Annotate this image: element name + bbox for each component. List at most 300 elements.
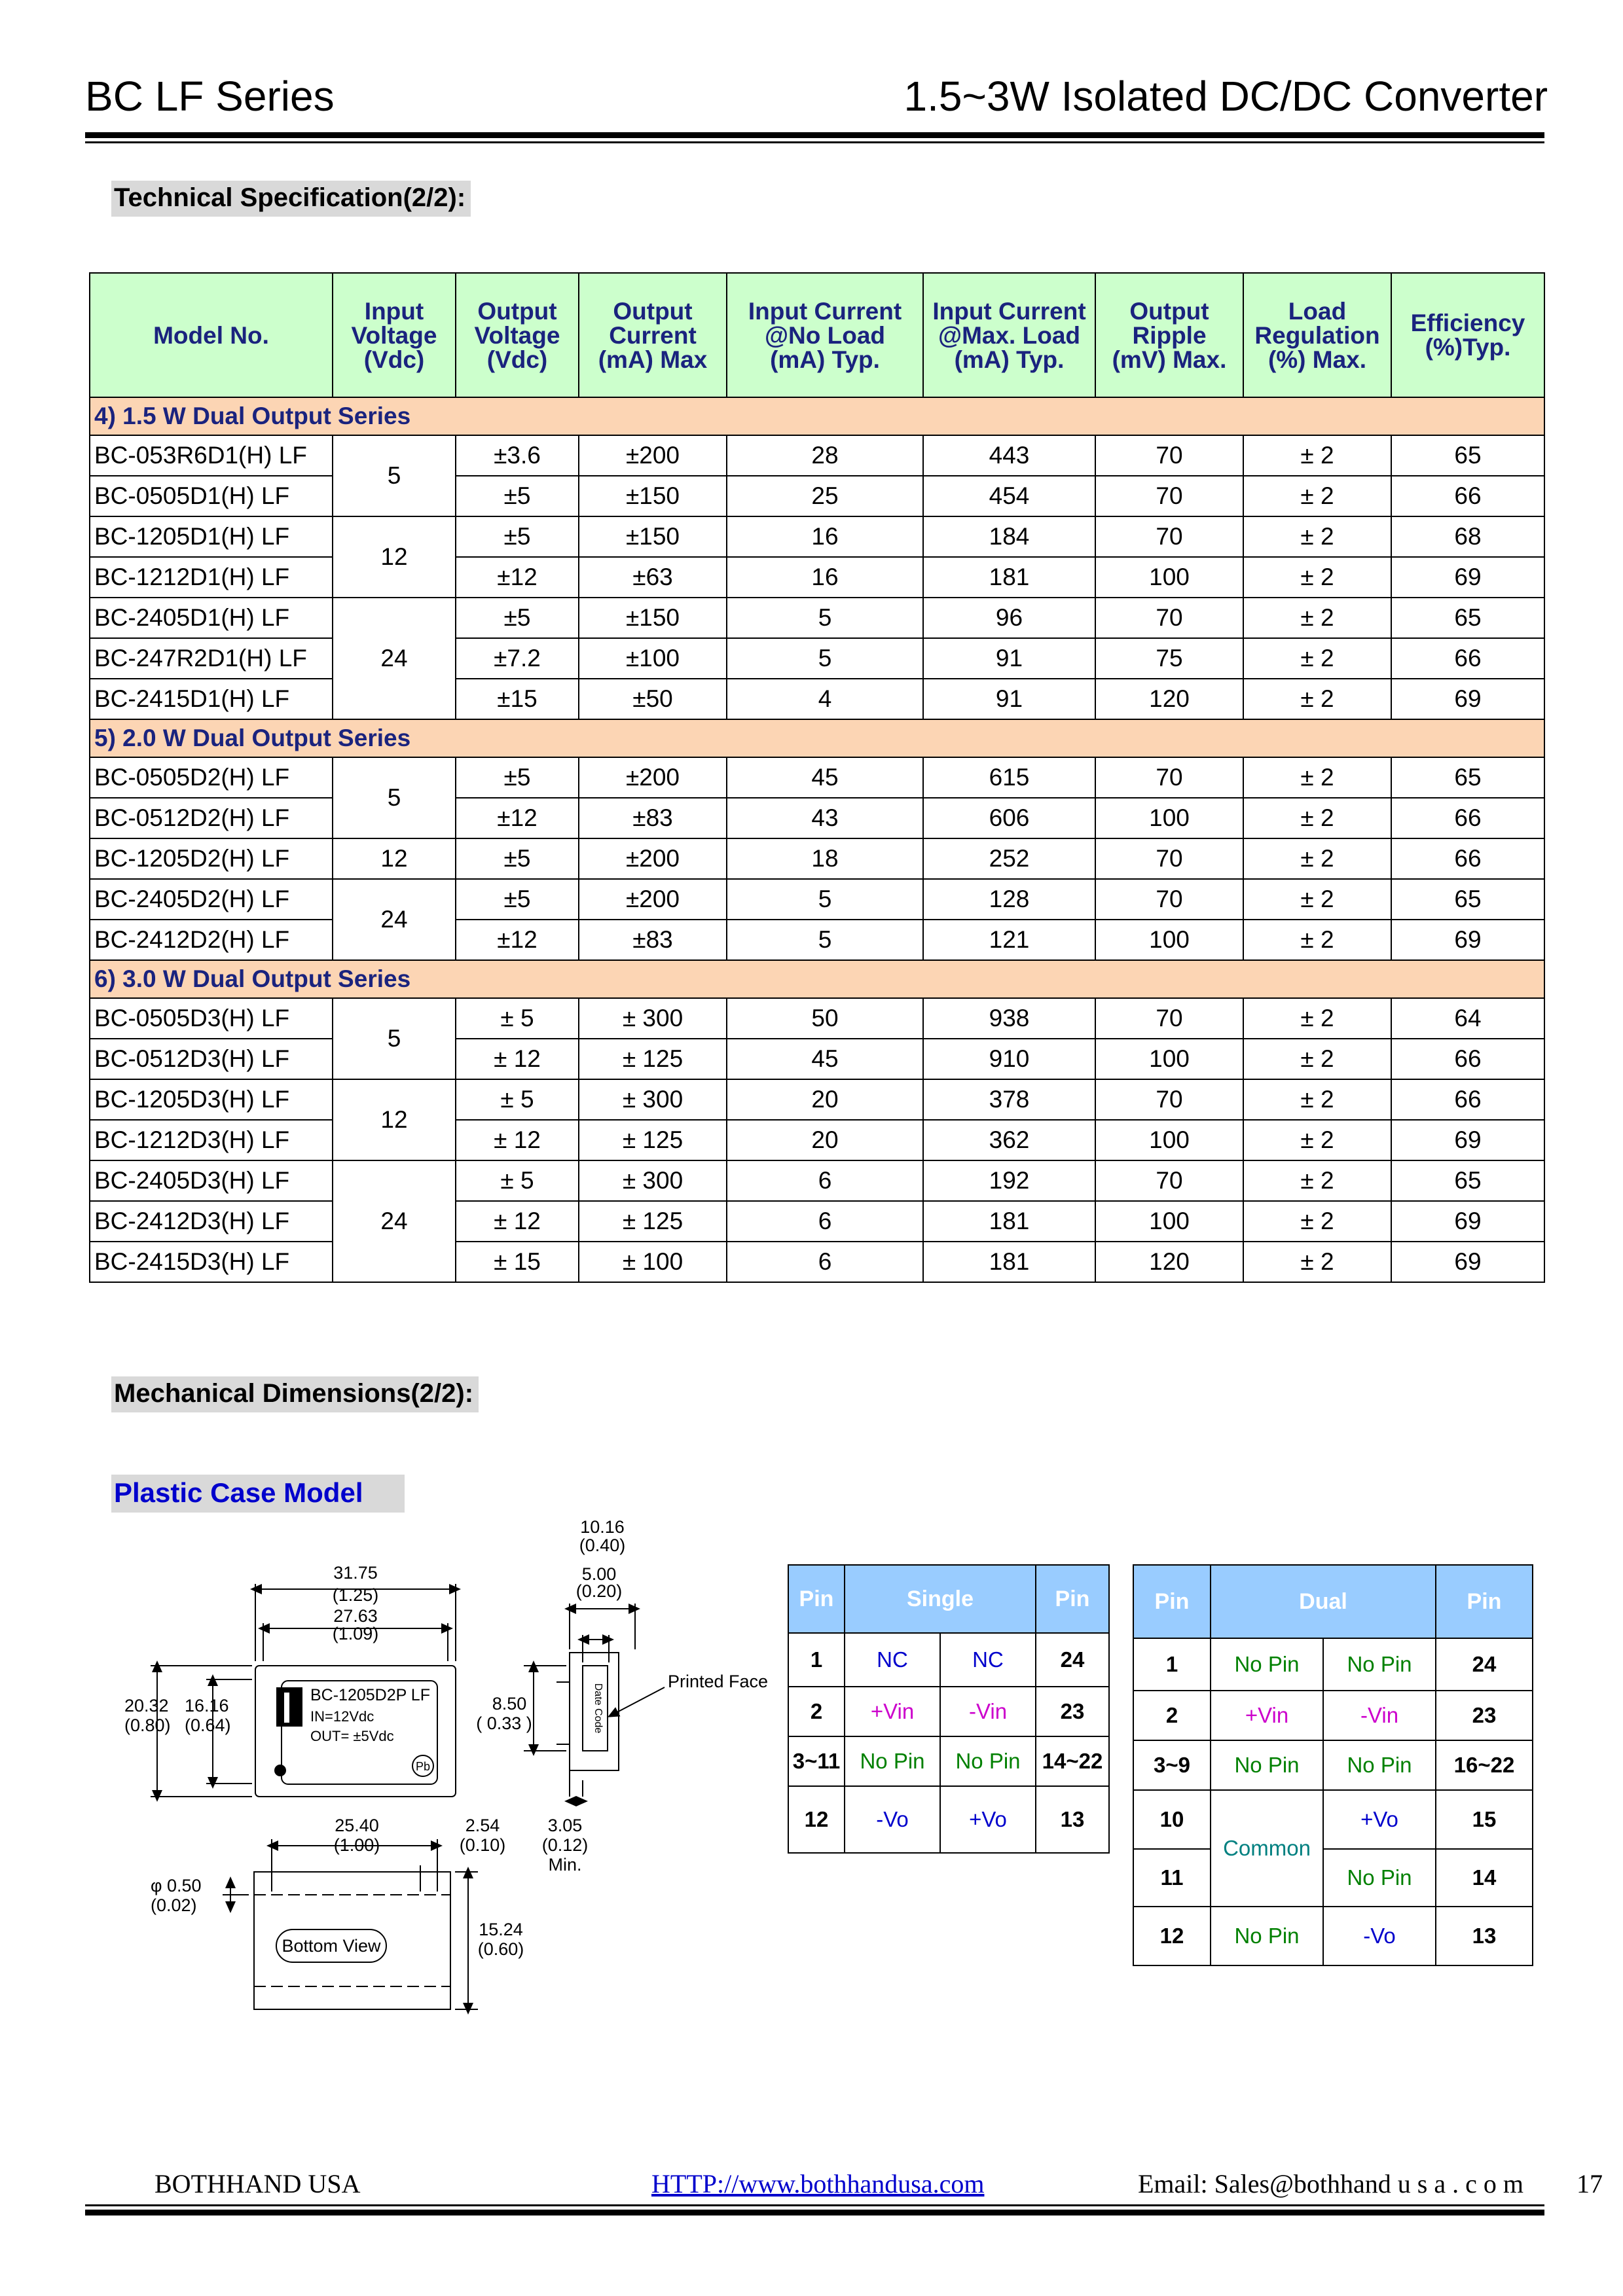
table-row <box>90 1201 1544 1242</box>
header-rule <box>85 132 1544 138</box>
output-current: ±200 <box>579 838 727 879</box>
input-current-noload: 16 <box>727 516 923 557</box>
output-voltage: ±5 <box>456 516 579 557</box>
footer-rule-thin <box>85 2204 1544 2206</box>
input-current-maxload: 615 <box>923 757 1095 798</box>
table-row <box>90 757 1544 798</box>
col-model: Model No. <box>90 273 333 397</box>
input-current-noload: 18 <box>727 838 923 879</box>
efficiency: 66 <box>1391 476 1544 516</box>
table-row <box>90 879 1544 920</box>
input-current-maxload: 181 <box>923 1242 1095 1282</box>
load-regulation: ± 2 <box>1243 1039 1391 1079</box>
output-voltage: ±7.2 <box>456 638 579 679</box>
table-row <box>90 1120 1544 1160</box>
model-no: BC-2415D3(H) LF <box>90 1242 333 1282</box>
output-ripple: 70 <box>1095 516 1243 557</box>
input-current-noload: 16 <box>727 557 923 598</box>
footer-email: Email: Sales@bothhand u s a . c o m <box>1138 2169 1523 2198</box>
pb-mark: Pb <box>415 1760 431 1773</box>
table-row <box>1133 1790 1533 1849</box>
dual-pin-header-right: Pin <box>1436 1565 1533 1638</box>
output-voltage: ±3.6 <box>456 435 579 476</box>
input-current-maxload: 606 <box>923 798 1095 838</box>
col-input-voltage: Input Voltage (Vdc) <box>333 273 456 397</box>
pin-number: 12 <box>788 1786 845 1853</box>
efficiency: 65 <box>1391 879 1544 920</box>
pin-number: 13 <box>1036 1786 1109 1853</box>
dim-pin-pitch-mm: 2.54 <box>465 1816 500 1835</box>
dim-pin-len-mm: 3.05 <box>547 1816 583 1835</box>
pin-function: No Pin <box>1211 1740 1323 1790</box>
footer-company: BOTHHAND USA <box>155 2169 361 2198</box>
efficiency: 66 <box>1391 838 1544 879</box>
model-no: BC-053R6D1(H) LF <box>90 435 333 476</box>
input-current-noload: 20 <box>727 1079 923 1120</box>
efficiency: 69 <box>1391 557 1544 598</box>
model-no: BC-0512D2(H) LF <box>90 798 333 838</box>
series-title: 6) 3.0 W Dual Output Series <box>90 960 1544 998</box>
output-current: ± 100 <box>579 1242 727 1282</box>
pin-function: +Vin <box>845 1687 940 1736</box>
tech-spec-title: Technical Specification(2/2): <box>111 181 471 217</box>
efficiency: 65 <box>1391 435 1544 476</box>
label-out: OUT= ±5Vdc <box>310 1728 394 1744</box>
output-current: ±83 <box>579 920 727 960</box>
output-current: ± 125 <box>579 1201 727 1242</box>
output-voltage: ± 5 <box>456 998 579 1039</box>
efficiency: 69 <box>1391 1242 1544 1282</box>
table-row <box>1133 1691 1533 1740</box>
dim-pin-len-in: (0.12) <box>541 1835 589 1855</box>
table-row <box>90 476 1544 516</box>
input-current-noload: 5 <box>727 598 923 638</box>
output-ripple: 70 <box>1095 598 1243 638</box>
spec-table <box>89 272 1545 1283</box>
output-ripple: 100 <box>1095 798 1243 838</box>
col-output-current: Output Current (mA) Max <box>579 273 727 397</box>
table-row <box>1133 1907 1533 1965</box>
table-row <box>90 1079 1544 1120</box>
input-current-maxload: 121 <box>923 920 1095 960</box>
input-current-maxload: 378 <box>923 1079 1095 1120</box>
output-ripple: 70 <box>1095 757 1243 798</box>
model-no: BC-0505D1(H) LF <box>90 476 333 516</box>
input-current-noload: 45 <box>727 1039 923 1079</box>
table-row <box>90 516 1544 557</box>
output-current: ±50 <box>579 679 727 719</box>
model-no: BC-0505D3(H) LF <box>90 998 333 1039</box>
pin-function: No Pin <box>845 1736 940 1786</box>
pin-function: No Pin <box>1323 1849 1436 1907</box>
load-regulation: ± 2 <box>1243 879 1391 920</box>
date-code: Date Code <box>593 1683 604 1734</box>
printed-face-label: Printed Face <box>668 1672 769 1691</box>
input-current-noload: 4 <box>727 679 923 719</box>
dim-pin-span-in: (1.00) <box>333 1835 380 1855</box>
series-title: 5) 2.0 W Dual Output Series <box>90 719 1544 757</box>
efficiency: 66 <box>1391 1039 1544 1079</box>
col-input-maxload: Input Current @Max. Load (mA) Typ. <box>923 273 1095 397</box>
efficiency: 69 <box>1391 920 1544 960</box>
pin-number: 1 <box>788 1633 845 1687</box>
output-ripple: 70 <box>1095 1079 1243 1120</box>
table-row <box>788 1687 1109 1736</box>
series-header-row <box>90 960 1544 998</box>
pin-number: 1 <box>1133 1638 1211 1691</box>
label-model: BC-1205D2P LF <box>310 1686 430 1704</box>
dim-side-top-mm: 10.16 <box>580 1518 625 1537</box>
load-regulation: ± 2 <box>1243 679 1391 719</box>
dim-side-inner-in: (0.20) <box>575 1581 623 1601</box>
load-regulation: ± 2 <box>1243 1160 1391 1201</box>
table-row <box>1133 1638 1533 1691</box>
pin-function: NC <box>845 1633 940 1687</box>
series-header-row <box>90 719 1544 757</box>
pin-function: No Pin <box>1211 1638 1323 1691</box>
load-regulation: ± 2 <box>1243 557 1391 598</box>
pin-function: -Vin <box>1323 1691 1436 1740</box>
output-voltage: ± 12 <box>456 1201 579 1242</box>
footer-rule <box>85 2210 1544 2215</box>
efficiency: 65 <box>1391 598 1544 638</box>
load-regulation: ± 2 <box>1243 598 1391 638</box>
output-voltage: ± 15 <box>456 1242 579 1282</box>
pin-function: +Vo <box>940 1786 1036 1853</box>
dim-inner-width-mm: 27.63 <box>333 1606 378 1626</box>
mechanical-drawing <box>124 1518 792 2016</box>
output-voltage: ± 12 <box>456 1039 579 1079</box>
pin-function: No Pin <box>940 1736 1036 1786</box>
input-current-noload: 28 <box>727 435 923 476</box>
table-row <box>90 1242 1544 1282</box>
header-rule-thin <box>85 141 1544 143</box>
dim-inner-height-in: (0.64) <box>185 1715 231 1735</box>
single-pin-header-left: Pin <box>788 1565 845 1633</box>
output-current: ±200 <box>579 435 727 476</box>
table-row <box>90 598 1544 638</box>
output-voltage: ±5 <box>456 838 579 879</box>
efficiency: 69 <box>1391 1201 1544 1242</box>
footer-url-link[interactable]: HTTP://www.bothhandusa.com <box>651 2169 985 2198</box>
efficiency: 68 <box>1391 516 1544 557</box>
plastic-case-title: Plastic Case Model <box>111 1475 405 1513</box>
pin-number: 23 <box>1036 1687 1109 1736</box>
output-current: ± 125 <box>579 1120 727 1160</box>
input-current-noload: 20 <box>727 1120 923 1160</box>
pin-number: 12 <box>1133 1907 1211 1965</box>
table-row <box>90 920 1544 960</box>
dual-pin-table <box>1133 1564 1533 1966</box>
input-voltage: 5 <box>333 998 456 1079</box>
output-voltage: ±5 <box>456 598 579 638</box>
input-current-maxload: 181 <box>923 557 1095 598</box>
efficiency: 66 <box>1391 1079 1544 1120</box>
output-voltage: ± 5 <box>456 1160 579 1201</box>
dim-inner-width-in: (1.09) <box>332 1624 379 1643</box>
model-no: BC-2412D3(H) LF <box>90 1201 333 1242</box>
table-row <box>1133 1849 1533 1907</box>
model-no: BC-1205D3(H) LF <box>90 1079 333 1120</box>
pin-function: -Vo <box>845 1786 940 1853</box>
table-row <box>90 838 1544 879</box>
pin-number: 2 <box>788 1687 845 1736</box>
output-ripple: 70 <box>1095 1160 1243 1201</box>
output-current: ±150 <box>579 598 727 638</box>
pin-number: 13 <box>1436 1907 1533 1965</box>
pin-number: 3~11 <box>788 1736 845 1786</box>
input-current-maxload: 128 <box>923 879 1095 920</box>
bottom-view-label: Bottom View <box>282 1936 381 1956</box>
pin-function: -Vin <box>940 1687 1036 1736</box>
pin-number: 15 <box>1436 1790 1533 1849</box>
dim-bottom-h-in: (0.60) <box>477 1939 524 1959</box>
output-ripple: 100 <box>1095 1120 1243 1160</box>
input-voltage: 5 <box>333 435 456 516</box>
pin-number: 24 <box>1036 1633 1109 1687</box>
pin-function: No Pin <box>1211 1907 1323 1965</box>
single-pin-header-right: Pin <box>1036 1565 1109 1633</box>
col-regulation: Load Regulation (%) Max. <box>1243 273 1391 397</box>
output-ripple: 100 <box>1095 1039 1243 1079</box>
input-voltage: 5 <box>333 757 456 838</box>
pin-function: No Pin <box>1323 1638 1436 1691</box>
input-current-noload: 5 <box>727 920 923 960</box>
output-current: ±63 <box>579 557 727 598</box>
efficiency: 66 <box>1391 638 1544 679</box>
output-current: ±200 <box>579 757 727 798</box>
page-title: 1.5~3W Isolated DC/DC Converter <box>903 73 1548 120</box>
pin-number: 10 <box>1133 1790 1211 1849</box>
table-row <box>90 1160 1544 1201</box>
series-header-row <box>90 397 1544 435</box>
col-ripple: Output Ripple (mV) Max. <box>1095 273 1243 397</box>
table-row <box>788 1786 1109 1853</box>
input-current-maxload: 910 <box>923 1039 1095 1079</box>
table-row <box>90 1039 1544 1079</box>
output-voltage: ±12 <box>456 920 579 960</box>
efficiency: 65 <box>1391 757 1544 798</box>
output-ripple: 100 <box>1095 557 1243 598</box>
load-regulation: ± 2 <box>1243 476 1391 516</box>
output-ripple: 70 <box>1095 476 1243 516</box>
single-pin-table <box>788 1564 1110 1854</box>
load-regulation: ± 2 <box>1243 638 1391 679</box>
table-row <box>1133 1740 1533 1790</box>
output-current: ±100 <box>579 638 727 679</box>
dim-inner-height-mm: 16.16 <box>185 1696 229 1715</box>
dim-side-inner-mm: 5.00 <box>581 1564 617 1584</box>
input-voltage: 24 <box>333 598 456 719</box>
model-no: BC-2415D1(H) LF <box>90 679 333 719</box>
mech-dim-title: Mechanical Dimensions(2/2): <box>111 1376 479 1412</box>
load-regulation: ± 2 <box>1243 435 1391 476</box>
output-current: ± 300 <box>579 998 727 1039</box>
pin-function: No Pin <box>1323 1740 1436 1790</box>
table-row <box>90 638 1544 679</box>
label-in: IN=12Vdc <box>310 1708 374 1725</box>
efficiency: 65 <box>1391 1160 1544 1201</box>
efficiency: 64 <box>1391 998 1544 1039</box>
output-current: ± 300 <box>579 1079 727 1120</box>
input-current-noload: 5 <box>727 638 923 679</box>
table-row <box>90 798 1544 838</box>
table-row <box>788 1736 1109 1786</box>
pin-number: 11 <box>1133 1849 1211 1907</box>
input-voltage: 12 <box>333 1079 456 1160</box>
efficiency: 69 <box>1391 679 1544 719</box>
dim-pin-span-mm: 25.40 <box>335 1816 379 1835</box>
pin-function: +Vin <box>1211 1691 1323 1740</box>
model-no: BC-2405D2(H) LF <box>90 879 333 920</box>
table-row <box>788 1633 1109 1687</box>
output-ripple: 100 <box>1095 1201 1243 1242</box>
model-no: BC-0505D2(H) LF <box>90 757 333 798</box>
output-current: ±83 <box>579 798 727 838</box>
dim-height-mm: 20.32 <box>124 1696 169 1715</box>
input-current-noload: 50 <box>727 998 923 1039</box>
output-voltage: ±12 <box>456 557 579 598</box>
dim-side-top-in: (0.40) <box>579 1535 626 1555</box>
input-current-maxload: 252 <box>923 838 1095 879</box>
table-row <box>90 435 1544 476</box>
dim-pin-len-note: Min. <box>548 1855 582 1874</box>
dim-top-width-mm: 31.75 <box>333 1563 378 1583</box>
output-ripple: 70 <box>1095 998 1243 1039</box>
output-voltage: ±5 <box>456 757 579 798</box>
input-current-maxload: 192 <box>923 1160 1095 1201</box>
output-current: ±150 <box>579 476 727 516</box>
pin-number: 16~22 <box>1436 1740 1533 1790</box>
dual-header: Dual <box>1211 1565 1436 1638</box>
load-regulation: ± 2 <box>1243 757 1391 798</box>
series-title: BC LF Series <box>85 73 335 120</box>
efficiency: 66 <box>1391 798 1544 838</box>
output-voltage: ± 12 <box>456 1120 579 1160</box>
input-current-maxload: 181 <box>923 1201 1095 1242</box>
model-no: BC-247R2D1(H) LF <box>90 638 333 679</box>
input-current-noload: 6 <box>727 1160 923 1201</box>
input-current-maxload: 938 <box>923 998 1095 1039</box>
col-efficiency: Efficiency (%)Typ. <box>1391 273 1544 397</box>
output-ripple: 75 <box>1095 638 1243 679</box>
output-ripple: 100 <box>1095 920 1243 960</box>
table-row <box>90 998 1544 1039</box>
output-voltage: ±5 <box>456 879 579 920</box>
input-current-maxload: 96 <box>923 598 1095 638</box>
model-no: BC-1212D1(H) LF <box>90 557 333 598</box>
output-ripple: 70 <box>1095 838 1243 879</box>
input-voltage: 24 <box>333 879 456 960</box>
single-header: Single <box>845 1565 1036 1633</box>
input-current-noload: 6 <box>727 1242 923 1282</box>
pin-number: 3~9 <box>1133 1740 1211 1790</box>
pin-number: 2 <box>1133 1691 1211 1740</box>
load-regulation: ± 2 <box>1243 516 1391 557</box>
pin-function: NC <box>940 1633 1036 1687</box>
output-current: ± 125 <box>579 1039 727 1079</box>
pin-number: 14 <box>1436 1849 1533 1907</box>
table-header-row <box>90 273 1544 397</box>
output-ripple: 120 <box>1095 1242 1243 1282</box>
efficiency: 69 <box>1391 1120 1544 1160</box>
model-no: BC-1205D1(H) LF <box>90 516 333 557</box>
input-current-maxload: 443 <box>923 435 1095 476</box>
dim-bottom-h-mm: 15.24 <box>479 1920 523 1939</box>
model-no: BC-0512D3(H) LF <box>90 1039 333 1079</box>
dual-pin-header-left: Pin <box>1133 1565 1211 1638</box>
col-input-noload: Input Current @No Load (mA) Typ. <box>727 273 923 397</box>
dim-pin-dia-mm: φ 0.50 <box>151 1876 202 1895</box>
input-current-maxload: 454 <box>923 476 1095 516</box>
load-regulation: ± 2 <box>1243 1079 1391 1120</box>
input-current-noload: 43 <box>727 798 923 838</box>
output-voltage: ±15 <box>456 679 579 719</box>
output-ripple: 70 <box>1095 435 1243 476</box>
model-no: BC-2405D3(H) LF <box>90 1160 333 1201</box>
table-row <box>90 557 1544 598</box>
output-ripple: 70 <box>1095 879 1243 920</box>
load-regulation: ± 2 <box>1243 798 1391 838</box>
pin-number: 14~22 <box>1036 1736 1109 1786</box>
model-no: BC-1205D2(H) LF <box>90 838 333 879</box>
output-voltage: ±5 <box>456 476 579 516</box>
dim-side-height-mm: 8.50 <box>492 1694 527 1713</box>
load-regulation: ± 2 <box>1243 1120 1391 1160</box>
input-voltage: 12 <box>333 516 456 598</box>
output-current: ±150 <box>579 516 727 557</box>
input-voltage: 24 <box>333 1160 456 1282</box>
dim-side-height-in: ( 0.33 ) <box>476 1713 532 1733</box>
series-title: 4) 1.5 W Dual Output Series <box>90 397 1544 435</box>
output-ripple: 120 <box>1095 679 1243 719</box>
input-current-maxload: 91 <box>923 679 1095 719</box>
pin-function: -Vo <box>1323 1907 1436 1965</box>
input-current-noload: 5 <box>727 879 923 920</box>
dim-height-in: (0.80) <box>124 1715 171 1735</box>
load-regulation: ± 2 <box>1243 920 1391 960</box>
input-current-maxload: 91 <box>923 638 1095 679</box>
table-row <box>90 679 1544 719</box>
output-voltage: ± 5 <box>456 1079 579 1120</box>
input-current-maxload: 362 <box>923 1120 1095 1160</box>
dim-pin-pitch-in: (0.10) <box>459 1835 506 1855</box>
input-current-noload: 25 <box>727 476 923 516</box>
output-current: ±200 <box>579 879 727 920</box>
input-current-maxload: 184 <box>923 516 1095 557</box>
pin-function-common: Common <box>1211 1790 1323 1907</box>
col-output-voltage: Output Voltage (Vdc) <box>456 273 579 397</box>
load-regulation: ± 2 <box>1243 1201 1391 1242</box>
load-regulation: ± 2 <box>1243 838 1391 879</box>
output-voltage: ±12 <box>456 798 579 838</box>
pin-function: +Vo <box>1323 1790 1436 1849</box>
pin-number: 23 <box>1436 1691 1533 1740</box>
output-current: ± 300 <box>579 1160 727 1201</box>
pin-number: 24 <box>1436 1638 1533 1691</box>
load-regulation: ± 2 <box>1243 998 1391 1039</box>
input-current-noload: 6 <box>727 1201 923 1242</box>
dim-pin-dia-in: (0.02) <box>151 1895 197 1915</box>
dim-top-width-in: (1.25) <box>332 1585 379 1605</box>
load-regulation: ± 2 <box>1243 1242 1391 1282</box>
input-voltage: 12 <box>333 838 456 879</box>
model-no: BC-1212D3(H) LF <box>90 1120 333 1160</box>
input-current-noload: 45 <box>727 757 923 798</box>
model-no: BC-2405D1(H) LF <box>90 598 333 638</box>
page-number: 17 <box>1577 2169 1603 2198</box>
model-no: BC-2412D2(H) LF <box>90 920 333 960</box>
